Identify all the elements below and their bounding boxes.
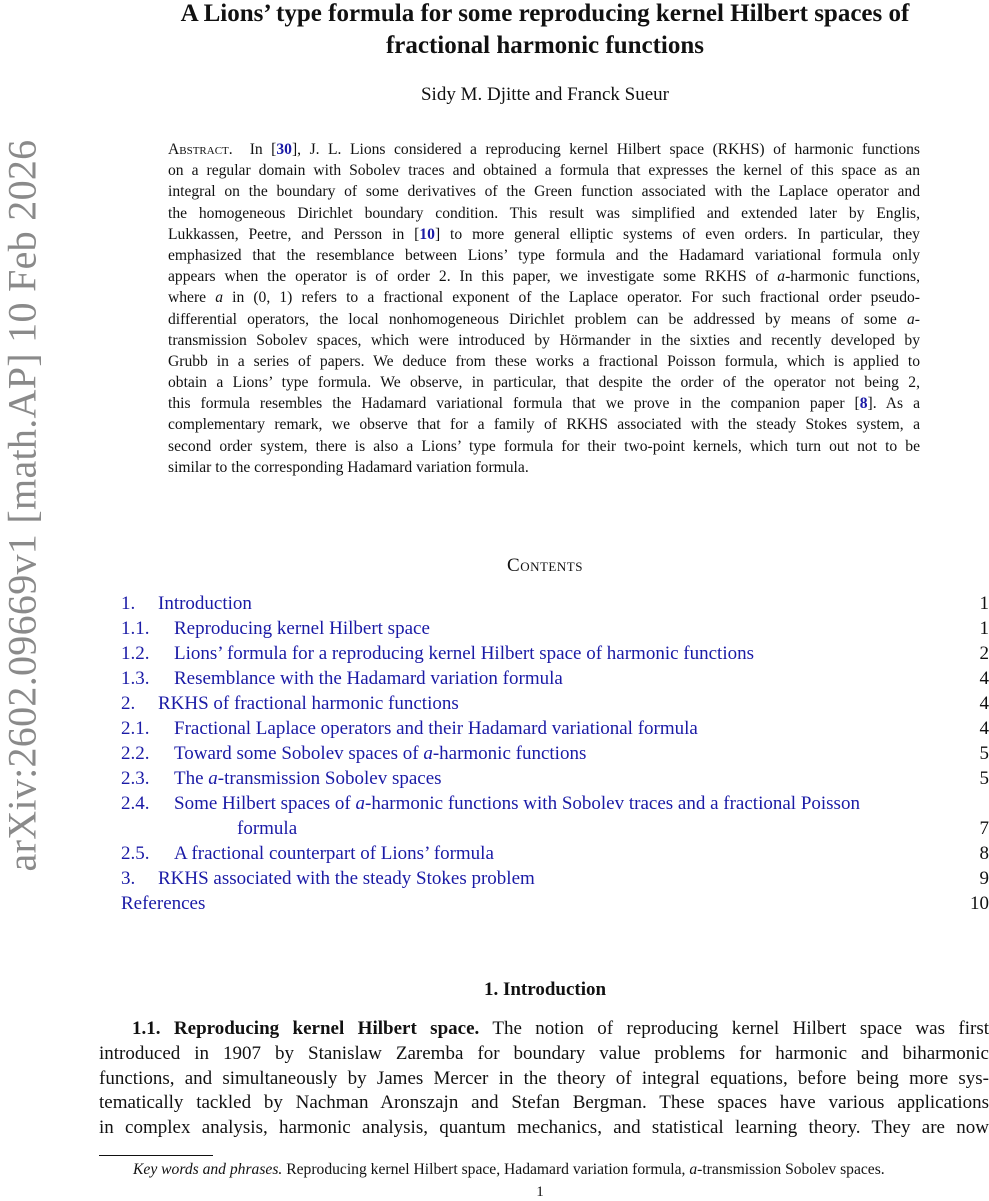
abstract-line: where a in (0, 1) refers to a fractional exponent of the Laplace operator. For such fractional order pseudo-: [168, 289, 920, 307]
abstract-line: emphasized that the resemblance between Lions’ type formula and the Hadamard variational formula only: [168, 246, 920, 264]
section-heading: 1. Introduction: [483, 979, 607, 1000]
abstract-line: on a regular domain with Sobolev traces and obtained a formula that expresses the kernel of this space as an: [168, 162, 920, 180]
abstract-line: this formula resembles the Hadamard variational formula that we prove in the companion paper [8]. As a: [168, 395, 921, 413]
toc-entry[interactable]: 2.3. The a-transmission Sobolev spaces 5: [121, 768, 989, 789]
abstract-line: differential operators, the local nonhomogeneous Dirichlet problem can be addressed by means of some a-: [168, 310, 920, 328]
arxiv-id: arXiv:2602.09669v1 [math.AP] 10 Feb 2026: [0, 139, 45, 871]
contents-heading: Contents: [507, 555, 583, 576]
toc-entry[interactable]: 3. RKHS associated with the steady Stokes problem 9: [121, 868, 989, 889]
toc-entry[interactable]: 2.1. Fractional Laplace operators and their Hadamard variational formula 4: [121, 718, 989, 739]
title-line-1: A Lions’ type formula for some reproducing kernel Hilbert spaces of: [180, 0, 910, 27]
abstract-label: Abstract.: [168, 141, 233, 158]
section-body: [99, 1017, 989, 1141]
footnote: Key words and phrases. Reproducing kernel Hilbert space, Hadamard variation formula, a-transmission Sobolev spaces.: [133, 1161, 885, 1178]
abstract-line: complementary remark, we observe that for a family of RKHS associated with the steady Stokes system, a: [168, 416, 920, 434]
abstract: [168, 139, 920, 478]
toc-entry[interactable]: 2.5. A fractional counterpart of Lions’ formula 8: [121, 843, 989, 864]
arxiv-stamp: [0, 139, 45, 871]
body-line: introduced in 1907 by Stanislaw Zaremba for boundary value problems for harmonic and biharmonic: [99, 1042, 989, 1064]
footnote-rule: [99, 1155, 213, 1156]
citation-link[interactable]: 30: [276, 141, 292, 158]
body-line: tematically tackled by Nachman Aronszajn and Stefan Bergman. These spaces have various applications: [99, 1092, 989, 1114]
subsection-heading: 1.1. Reproducing kernel Hilbert space.: [132, 1018, 480, 1039]
title-line-2: fractional harmonic functions: [385, 32, 705, 59]
toc-entry[interactable]: 2.2. Toward some Sobolev spaces of a-harmonic functions 5: [121, 743, 989, 764]
page-number: 1: [536, 1184, 544, 1200]
authors: Sidy M. Djitte and Franck Sueur: [420, 84, 670, 105]
abstract-line: transmission Sobolev spaces, which were introduced by Hörmander in the sixties and recently developed by: [168, 331, 920, 349]
toc-entry[interactable]: 2. RKHS of fractional harmonic functions 4: [121, 693, 989, 714]
paper-title: [110, 0, 980, 62]
abstract-line: appears when the operator is of order 2. In this paper, we investigate some RKHS of a-harmonic functions,: [168, 268, 920, 286]
body-line: in complex analysis, harmonic analysis, quantum mechanics, and statistical learning theory. They are now: [99, 1117, 989, 1139]
table-of-contents: [121, 591, 989, 916]
abstract-line: the homogeneous Dirichlet boundary condition. This result was simplified and extended later by Englis,: [168, 204, 920, 222]
toc-entry[interactable]: 1.2. Lions’ formula for a reproducing kernel Hilbert space of harmonic functions 2: [121, 643, 989, 664]
toc-entry[interactable]: 1. Introduction 1: [121, 593, 989, 614]
abstract-line: integral on the boundary of some derivatives of the Green function associated with the Laplace operator and: [168, 183, 920, 201]
abstract-line: Grubb in a series of papers. We deduce from these works a fractional Poisson formula, which is applied to: [168, 352, 920, 370]
abstract-line: Abstract. In [30], J. L. Lions considered a reproducing kernel Hilbert space (RKHS) of harmonic functions: [168, 141, 920, 158]
citation-link[interactable]: 10: [419, 225, 435, 243]
abstract-line: obtain a Lions’ type formula. We observe, in particular, that despite the order of the operator not being 2,: [168, 374, 920, 392]
abstract-line: Lukkassen, Peetre, and Persson in [10] to more general elliptic systems of even orders. In particular, they: [168, 225, 920, 243]
toc-entry[interactable]: 1.3. Resemblance with the Hadamard variation formula 4: [121, 668, 989, 689]
body-line: 1.1. Reproducing kernel Hilbert space. The notion of reproducing kernel Hilbert space was first: [132, 1018, 989, 1039]
footnote-label: Key words and phrases.: [133, 1161, 283, 1178]
body-line: functions, and simultaneously by James Mercer in the theory of integral equations, before being more sys-: [99, 1067, 989, 1089]
toc-entry[interactable]: 2.4. Some Hilbert spaces of a-harmonic functions with Sobolev traces and a fractional Poisson formula 7: [121, 793, 989, 839]
toc-entry[interactable]: References 10: [121, 893, 989, 914]
toc-entry[interactable]: 1.1. Reproducing kernel Hilbert space 1: [121, 618, 989, 639]
abstract-line: similar to the corresponding Hadamard variation formula.: [168, 458, 529, 476]
citation-link[interactable]: 8: [859, 395, 868, 413]
abstract-line: second order system, there is also a Lions’ type formula for their two-point kernels, which turn out not to be: [168, 437, 920, 455]
